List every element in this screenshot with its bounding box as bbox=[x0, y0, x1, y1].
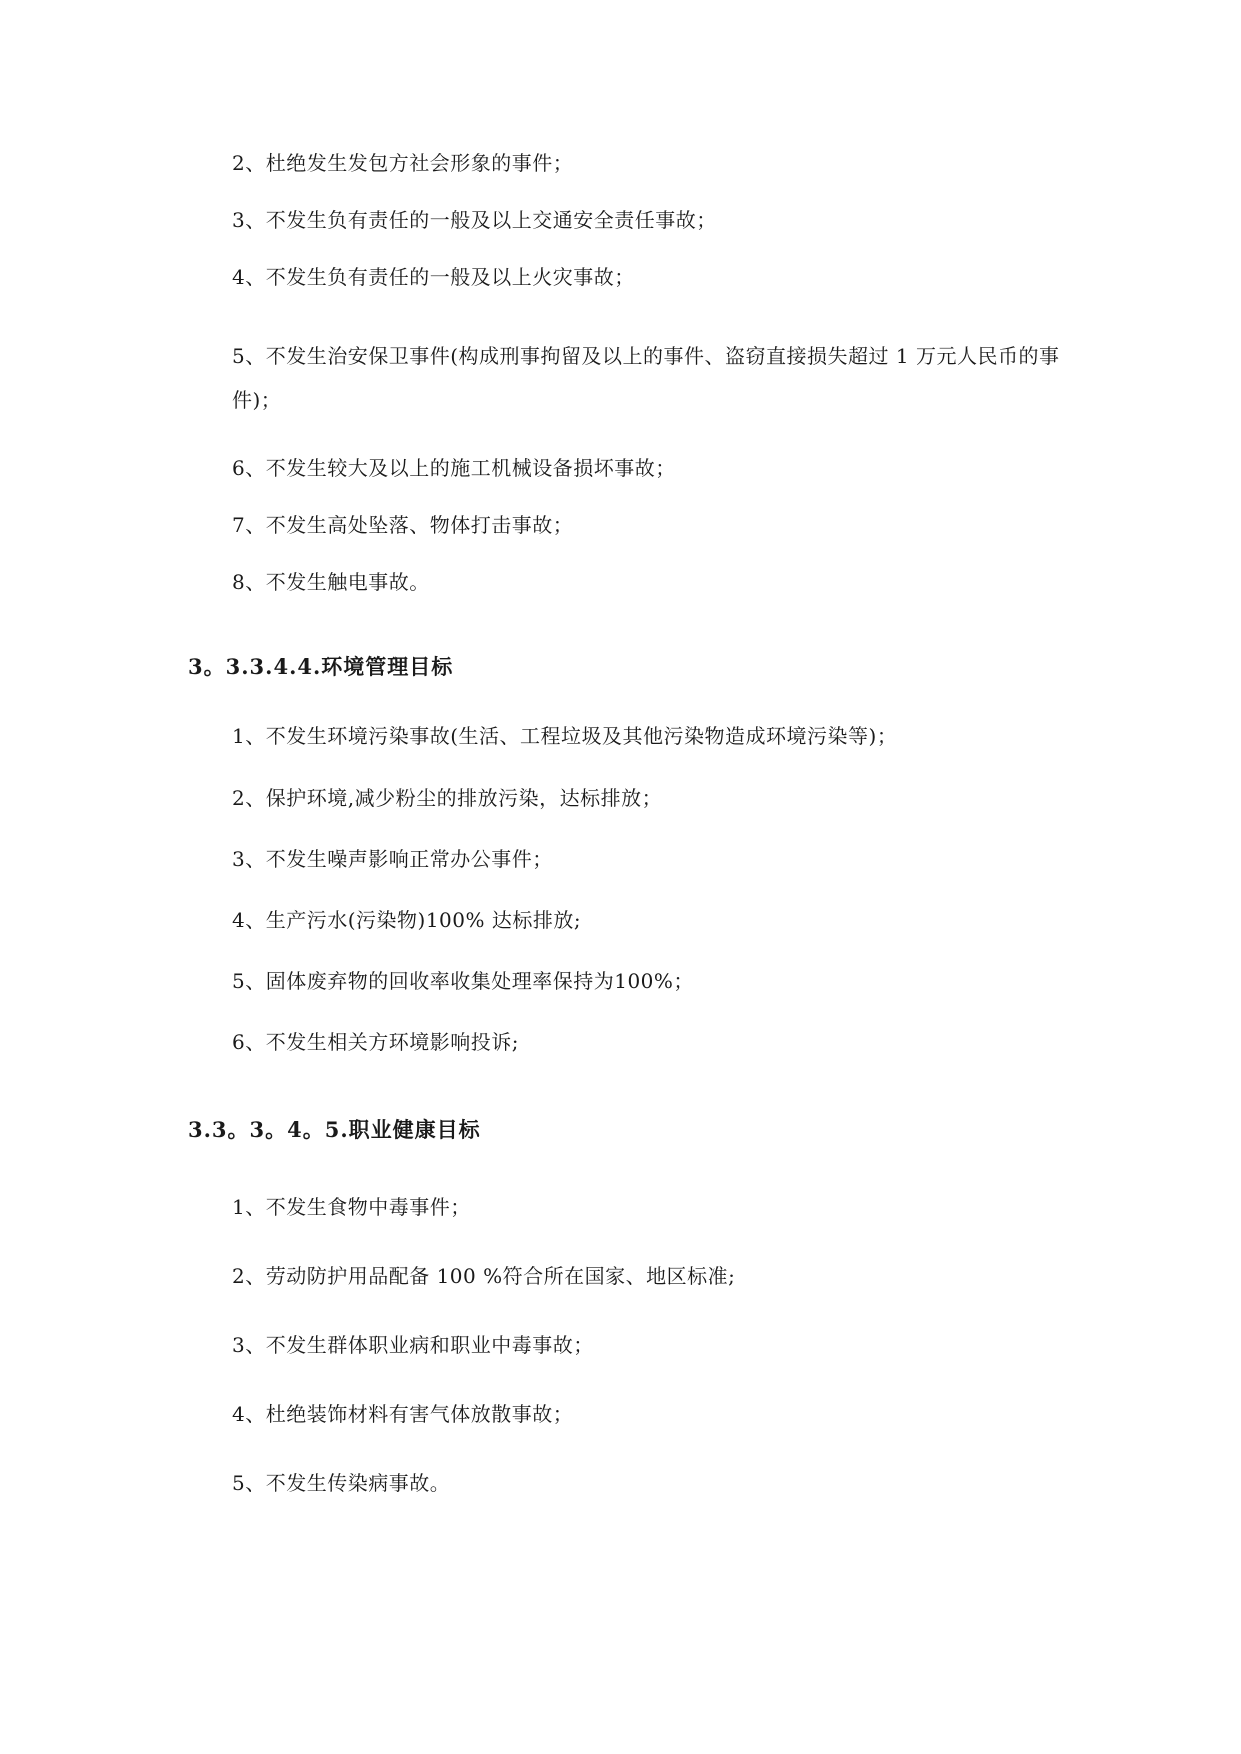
list-item: 3、不发生群体职业病和职业中毒事故； bbox=[232, 1333, 594, 1357]
list-item: 2、保护环境,减少粉尘的排放污染，达标排放； bbox=[232, 786, 663, 810]
list-item: 8、不发生触电事故。 bbox=[232, 570, 430, 594]
list-item: 7、不发生高处坠落、物体打击事故； bbox=[232, 513, 574, 537]
list-item: 2、劳动防护用品配备 100 %符合所在国家、地区标准; bbox=[232, 1264, 736, 1288]
list-item: 4、不发生负有责任的一般及以上火灾事故； bbox=[232, 265, 635, 289]
list-item: 2、杜绝发生发包方社会形象的事件； bbox=[232, 151, 574, 175]
list-item: 4、生产污水(污染物)100% 达标排放; bbox=[232, 908, 582, 932]
list-item: 3、不发生噪声影响正常办公事件； bbox=[232, 847, 553, 871]
section-heading-environment: 3。3.3.4.4.环境管理目标 bbox=[188, 654, 454, 679]
list-item: 4、杜绝装饰材料有害气体放散事故； bbox=[232, 1402, 574, 1426]
list-item: 3、不发生负有责任的一般及以上交通安全责任事故； bbox=[232, 208, 717, 232]
list-item: 5、不发生传染病事故。 bbox=[232, 1471, 451, 1495]
list-item: 1、不发生食物中毒事件； bbox=[232, 1195, 471, 1219]
section-heading-health: 3.3。3。4。5.职业健康目标 bbox=[188, 1117, 481, 1142]
list-item: 6、不发生较大及以上的施工机械设备损坏事故； bbox=[232, 456, 676, 480]
list-item: 6、不发生相关方环境影响投诉; bbox=[232, 1030, 519, 1054]
list-item: 5、不发生治安保卫事件(构成刑事拘留及以上的事件、盗窃直接损失超过 1 万元人民币的事件)； bbox=[232, 344, 1060, 412]
list-item: 5、固体废弃物的回收率收集处理率保持为100%； bbox=[232, 969, 694, 993]
list-item: 1、不发生环境污染事故(生活、工程垃圾及其他污染物造成环境污染等)； bbox=[232, 724, 898, 748]
